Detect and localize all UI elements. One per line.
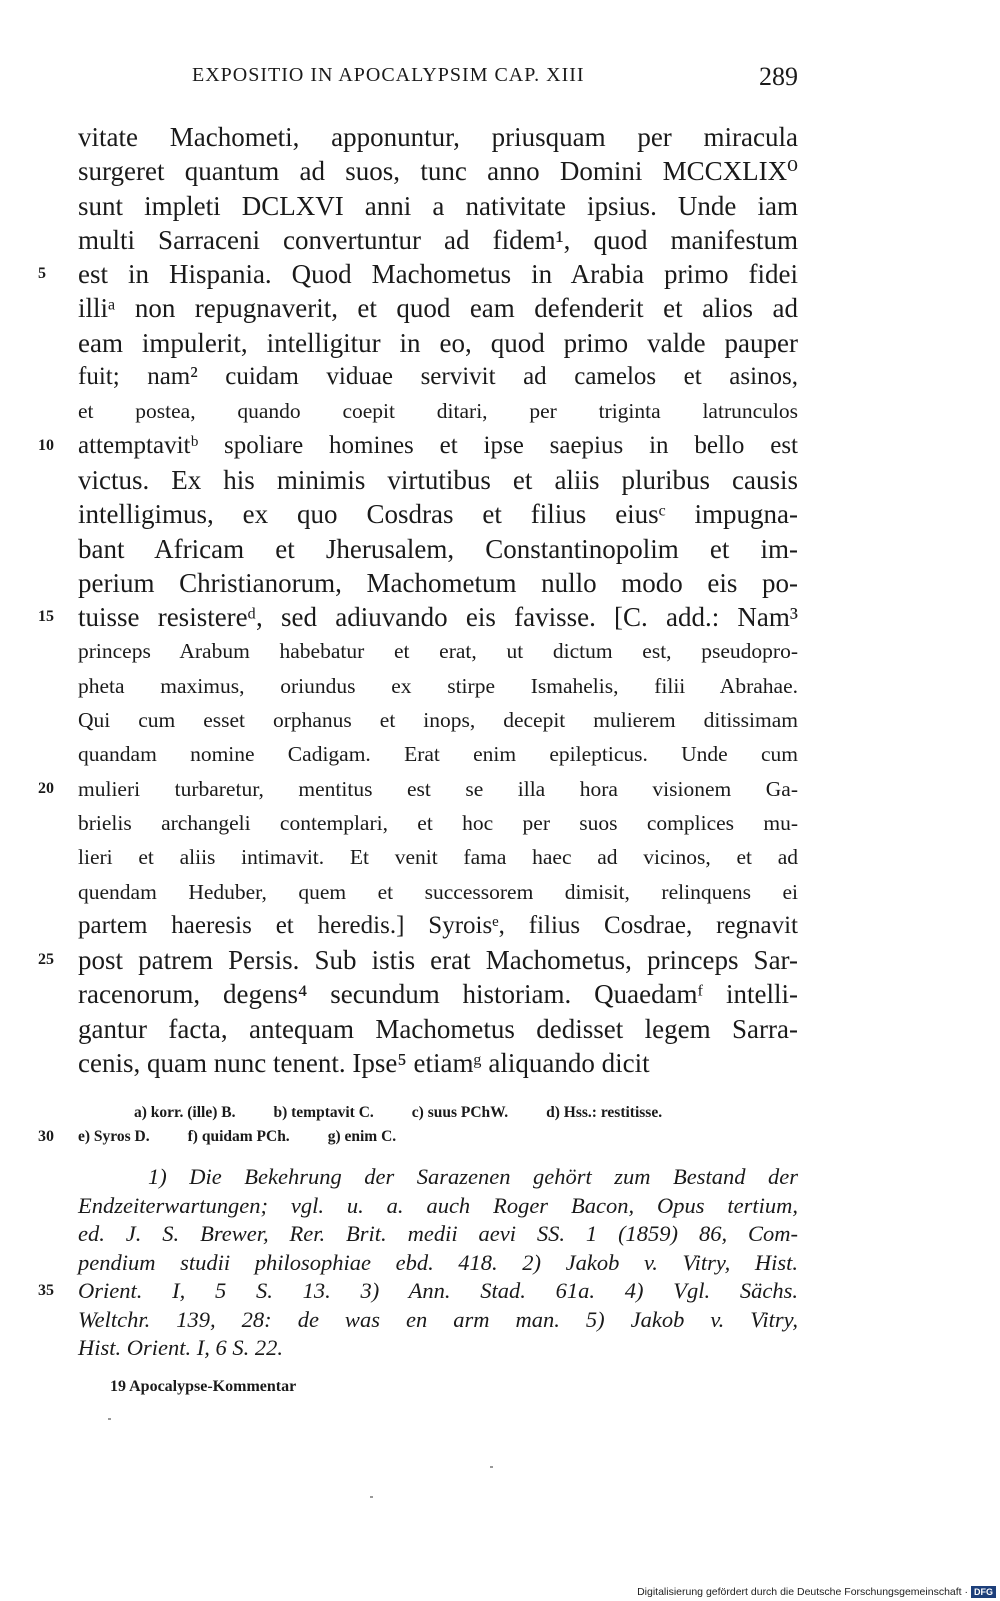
line-number: 15: [38, 608, 54, 626]
text-line: [78, 291, 798, 325]
line-text: Hist. Orient. I, 6 S. 22.: [78, 1335, 283, 1360]
line-text: illiᵃ non repugnaverit, et quod eam defenderit et alios ad: [78, 293, 798, 324]
text-line: [78, 840, 798, 874]
text-line: [78, 703, 798, 737]
note-line: [78, 1306, 798, 1335]
line-text: tuisse resistereᵈ, sed adiuvando eis favisse. [C. add.: Nam³: [78, 602, 798, 633]
text-line: [78, 120, 798, 154]
line-text: et postea, quando coepit ditari, per triginta latrunculos: [78, 399, 798, 424]
line-text: sunt impleti DCLXVI anni a nativitate ipsius. Unde iam: [78, 190, 798, 221]
apparatus-entry: c) suus PChW.: [411, 1104, 509, 1121]
line-text: Endzeiterwartungen; vgl. u. a. auch Roger Bacon, Opus tertium,: [78, 1192, 798, 1218]
line-text: attemptavitᵇ spoliare homines et ipse saepius in bello est: [78, 431, 798, 459]
critical-apparatus: [38, 1101, 798, 1149]
line-text: intelligimus, ex quo Cosdras et filius eiusᶜ impugna-: [78, 499, 798, 530]
line-text: Weltchr. 139, 28: de was en arm man. 5) Jakob v. Vitry,: [78, 1306, 798, 1332]
line-text: quendam Heduber, quem et successorem dimisit, relinquens ei: [78, 879, 798, 904]
line-text: perium Christianorum, Machometum nullo modo eis po-: [78, 567, 798, 598]
line-text: fuit; nam² cuidam viduae servivit ad camelos et asinos,: [78, 363, 798, 391]
text-line: [78, 669, 798, 703]
signature-mark: 19 Apocalypse-Kommentar: [110, 1378, 297, 1395]
apparatus-entry: d) Hss.: restitisse.: [546, 1104, 663, 1121]
running-title: EXPOSITIO IN APOCALYPSIM CAP. XIII: [192, 64, 585, 86]
line-text: brielis archangeli contemplari, et hoc per suos complices mu-: [78, 810, 798, 835]
apparatus-entry: a) korr. (ille) B.: [134, 1104, 236, 1121]
text-line: [78, 566, 798, 600]
note-line: [78, 1163, 798, 1192]
apparatus-line: [78, 1101, 798, 1125]
text-line: [78, 154, 798, 188]
line-text: pheta maximus, oriundus ex stirpe Ismahelis, filii Abrahae.: [78, 673, 798, 698]
line-text: Qui cum esset orphanus et inops, decepit mulierem ditissimam: [78, 708, 798, 733]
dfg-logo: DFG: [971, 1586, 996, 1598]
text-line: [78, 394, 798, 428]
line-text: bant Africam et Jherusalem, Constantinopolim et im-: [78, 533, 798, 564]
line-text: gantur facta, antequam Machometus dedisset legem Sarra-: [78, 1013, 798, 1044]
main-text: [38, 120, 798, 1080]
line-text: 1) Die Bekehrung der Sarazenen gehört zum Bestand der: [148, 1164, 798, 1189]
apparatus-entry: f) quidam PCh.: [187, 1128, 290, 1145]
line-text: victus. Ex his minimis virtutibus et aliis pluribus causis: [78, 464, 798, 495]
page-number: 289: [759, 62, 798, 91]
text-line: [78, 223, 798, 257]
commentary-notes: [38, 1163, 798, 1363]
apparatus-entry: g) enim C.: [327, 1128, 397, 1145]
footer-text: Digitalisierung gefördert durch die Deutsche Forschungsgemeinschaft ·: [637, 1586, 968, 1598]
line-text: mulieri turbaretur, mentitus est se illa hora visionem Ga-: [78, 776, 798, 801]
text-line: [78, 1046, 798, 1080]
text-line: [38, 257, 798, 291]
text-line: [38, 772, 798, 806]
text-line: [38, 943, 798, 977]
text-line: [78, 977, 798, 1011]
line-text: lieri et aliis intimavit. Et venit fama haec ad vicinos, et ad: [78, 845, 798, 870]
text-line: [78, 737, 798, 771]
line-text: princeps Arabum habebatur et erat, ut dictum est, pseudopro-: [78, 639, 798, 664]
text-line: [78, 875, 798, 909]
line-text: racenorum, degens⁴ secundum historiam. Quaedamᶠ intelli-: [78, 979, 798, 1010]
page-header: [192, 62, 798, 92]
line-text: ed. J. S. Brewer, Rer. Brit. medii aevi SS. 1 (1859) 86, Com-: [78, 1221, 798, 1246]
text-line: [78, 497, 798, 531]
text-line: [78, 463, 798, 497]
print-speck: [490, 1466, 493, 1468]
line-text: eam impulerit, intelligitur in eo, quod primo valde pauper: [78, 327, 798, 358]
print-speck: [108, 1418, 111, 1420]
text-line: [78, 532, 798, 566]
line-text: Orient. I, 5 S. 13. 3) Ann. Stad. 61a. 4) Vgl. Sächs.: [78, 1278, 798, 1303]
text-line: [38, 600, 798, 634]
line-text: est in Hispania. Quod Machometus in Arabia primo fidei: [78, 259, 798, 290]
text-line: [78, 634, 798, 668]
line-text: partem haeresis et heredis.] Syroisᵉ, filius Cosdrae, regnavit: [78, 911, 798, 939]
line-number: 5: [38, 265, 46, 283]
line-text: post patrem Persis. Sub istis erat Machometus, princeps Sar-: [78, 945, 798, 976]
line-number: 35: [38, 1282, 54, 1299]
text-line: [78, 909, 798, 943]
note-line: [38, 1277, 798, 1306]
print-speck: [370, 1496, 373, 1498]
line-number: 10: [38, 436, 54, 454]
note-line: [78, 1249, 798, 1278]
line-number: 25: [38, 951, 54, 969]
line-number: 20: [38, 779, 54, 797]
note-line: [78, 1220, 798, 1249]
text-line: [78, 1012, 798, 1046]
apparatus-entry: e) Syros D.: [78, 1128, 150, 1145]
note-line: [78, 1192, 798, 1221]
line-text: pendium studii philosophiae ebd. 418. 2) Jakob v. Vitry, Hist.: [78, 1249, 798, 1275]
text-line: [38, 429, 798, 463]
digitization-footer: [637, 1586, 996, 1598]
text-line: [78, 806, 798, 840]
apparatus-entry: b) temptavit C.: [273, 1104, 374, 1121]
text-line: [78, 326, 798, 360]
line-text: quandam nomine Cadigam. Erat enim epilepticus. Unde cum: [78, 742, 798, 767]
line-number: 30: [38, 1128, 54, 1145]
line-text: cenis, quam nunc tenent. Ipse⁵ etiamᵍ aliquando dicit: [78, 1048, 650, 1079]
text-line: [78, 360, 798, 394]
line-text: vitate Machometi, apponuntur, priusquam per miracula: [78, 122, 798, 152]
line-text: surgeret quantum ad suos, tunc anno Domini MCCXLIX⁰: [78, 156, 798, 187]
apparatus-line: [38, 1125, 798, 1149]
note-line: [78, 1334, 798, 1363]
line-text: multi Sarraceni convertuntur ad fidem¹, quod manifestum: [78, 224, 798, 255]
text-line: [78, 189, 798, 223]
